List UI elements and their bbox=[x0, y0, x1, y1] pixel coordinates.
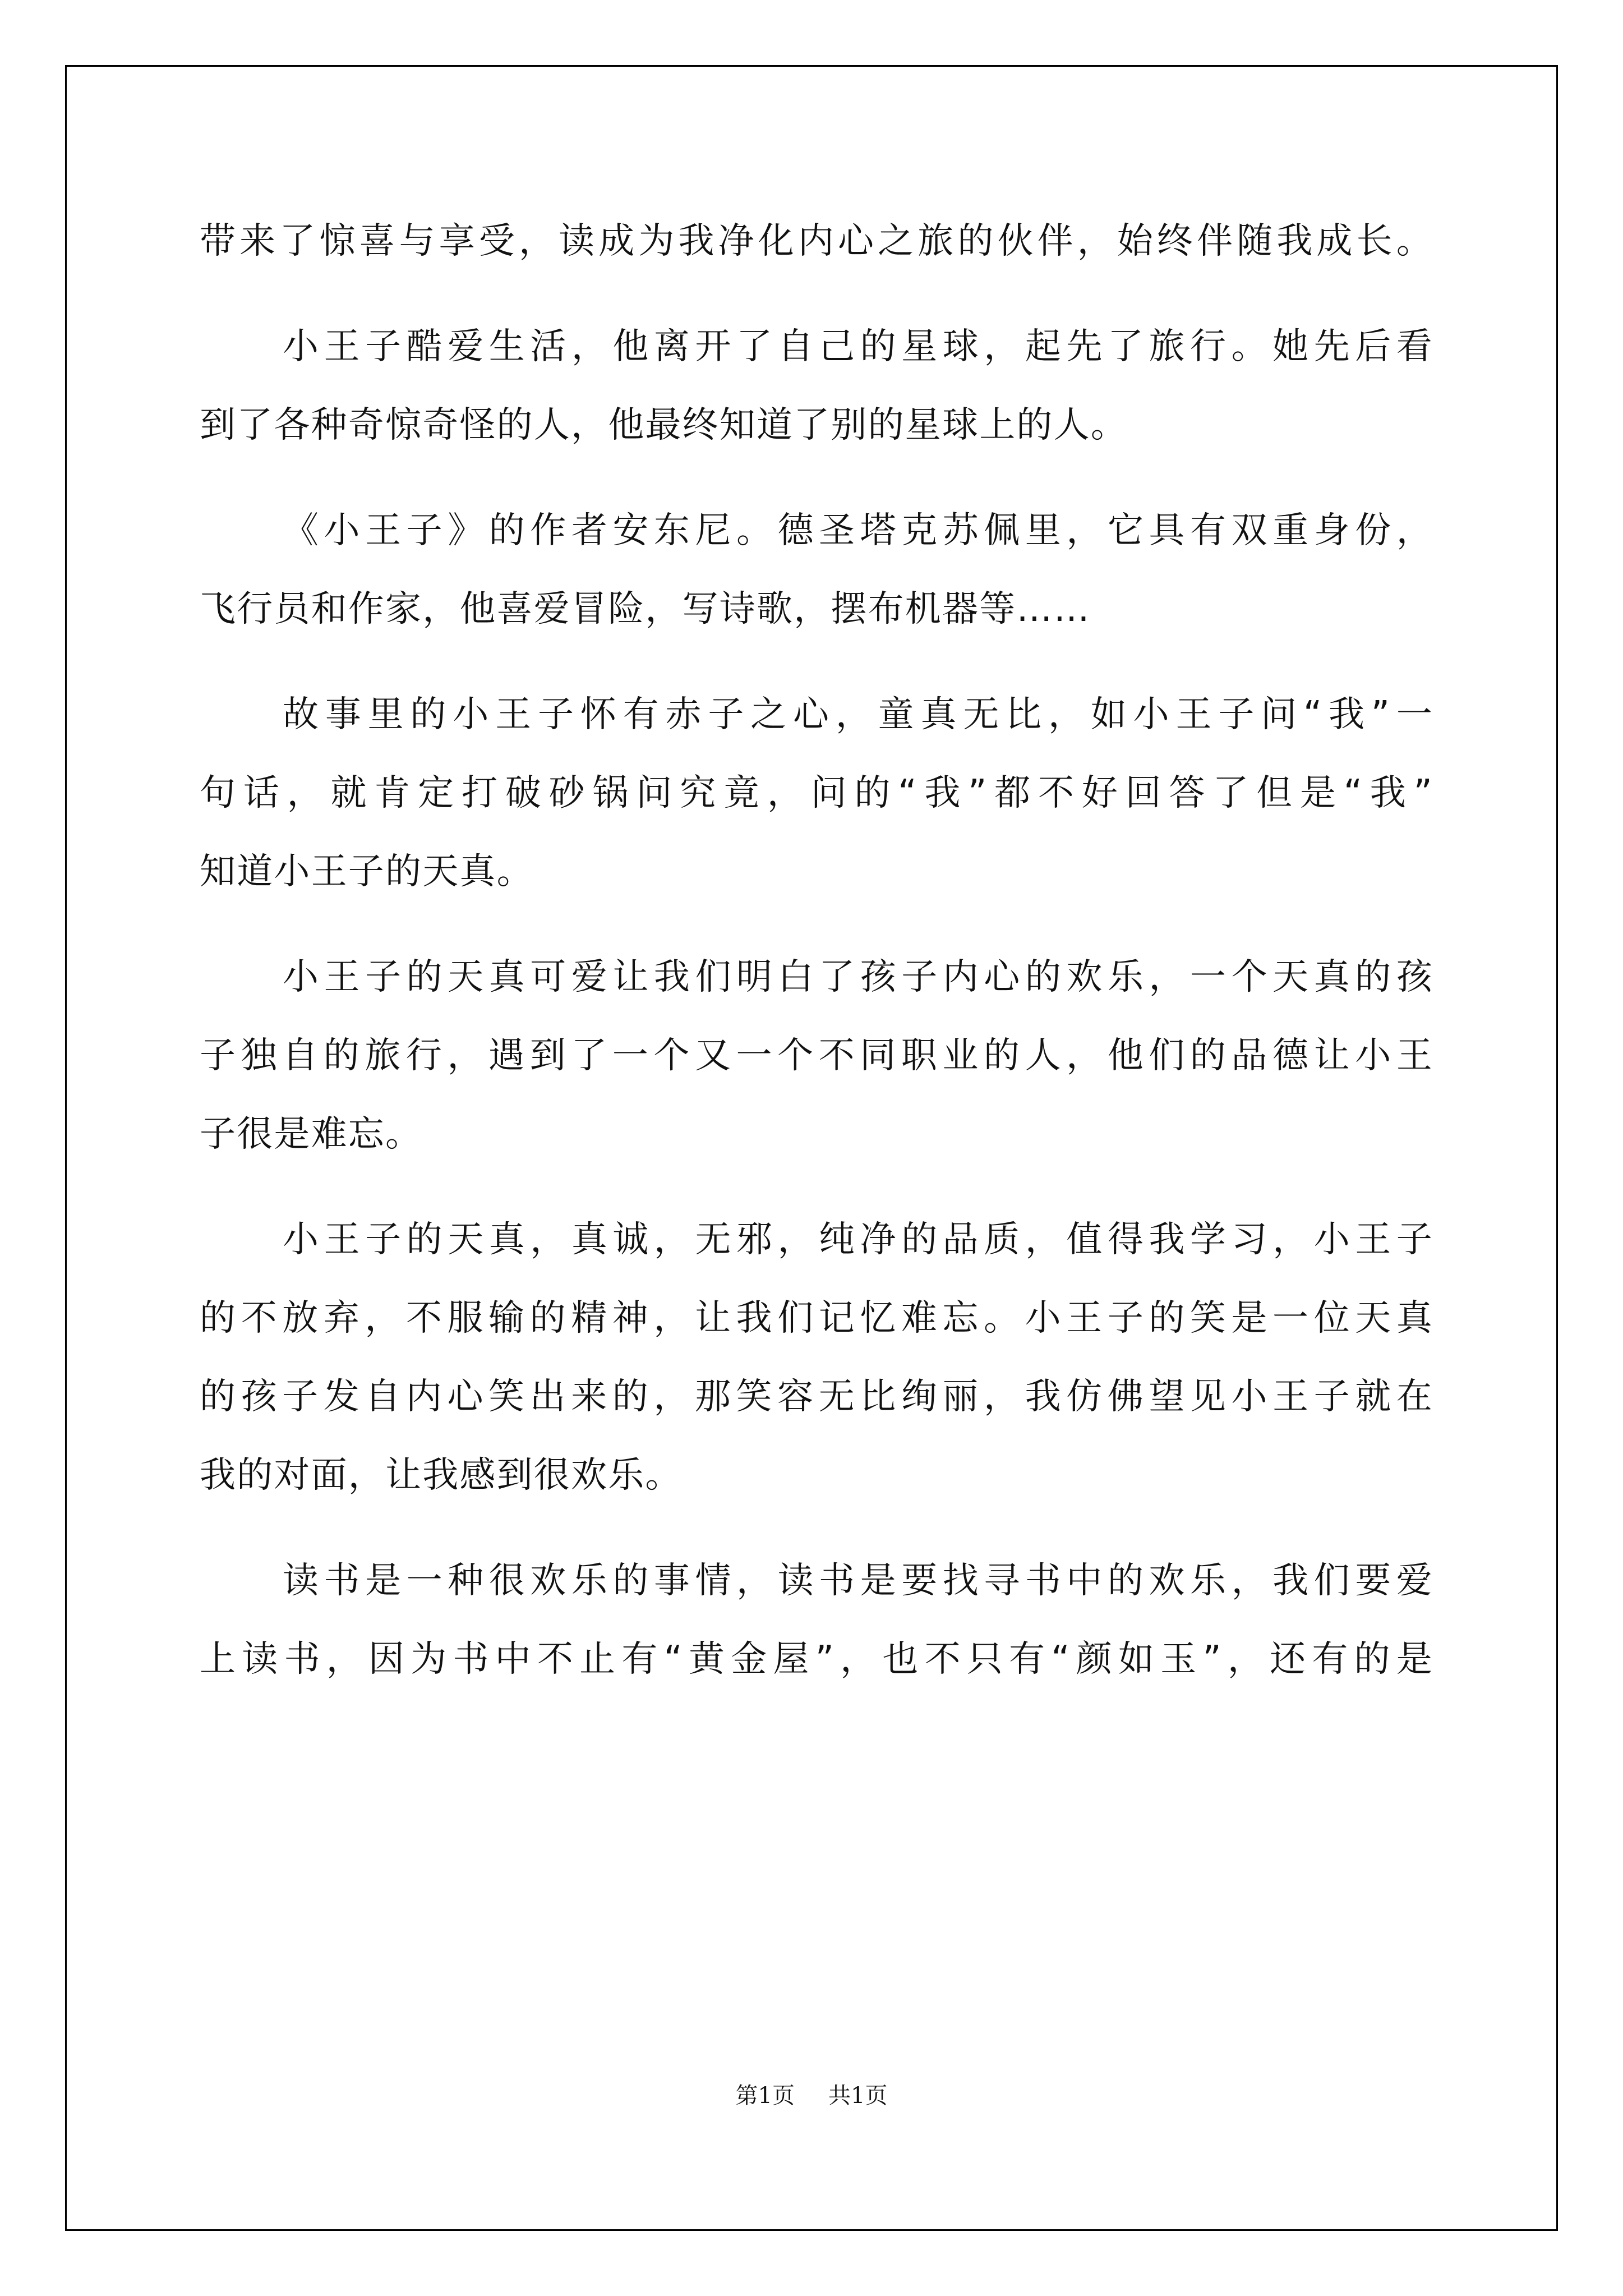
page-footer bbox=[0, 2078, 1623, 2110]
document-body bbox=[200, 202, 1433, 1699]
text-line: 飞行员和作家，他喜爱冒险，写诗歌，摆布机器等…… bbox=[200, 588, 1091, 630]
page-number: 第1页 bbox=[735, 2083, 795, 2109]
text-line: 小王子的天真，真诚，无邪，纯净的品质，值得我学习，小王子 bbox=[283, 1219, 1433, 1260]
page-total: 共1页 bbox=[828, 2083, 888, 2109]
text-line: 我的对面，让我感到很欢乐。 bbox=[200, 1455, 683, 1496]
text-line: 上读书，因为书中不止有“黄金屋”，也不只有“颜如玉”，还有的是 bbox=[200, 1639, 1433, 1680]
text-line: 子独自的旅行，遇到了一个又一个不同职业的人，他们的品德让小王 bbox=[200, 1035, 1433, 1076]
text-line: 的孩子发自内心笑出来的，那笑容无比绚丽，我仿佛望见小王子就在 bbox=[200, 1376, 1433, 1418]
text-line: 带来了惊喜与享受，读成为我净化内心之旅的伙伴，始终伴随我成长。 bbox=[200, 220, 1433, 262]
text-line: 《小王子》的作者安东尼。德圣塔克苏佩里，它具有双重身份， bbox=[283, 510, 1433, 551]
text-line: 知道小王子的天真。 bbox=[200, 851, 534, 892]
text-line: 小王子酷爱生活，他离开了自己的星球，起先了旅行。她先后看 bbox=[283, 326, 1433, 367]
text-line: 句话，就肯定打破砂锅问究竟，问的“我”都不好回答了但是“我” bbox=[200, 772, 1433, 814]
text-line: 小王子的天真可爱让我们明白了孩子内心的欢乐，一个天真的孩 bbox=[283, 956, 1433, 998]
text-line: 子很是难忘。 bbox=[200, 1114, 423, 1155]
text-line: 到了各种奇惊奇怪的人，他最终知道了别的星球上的人。 bbox=[200, 404, 1128, 446]
text-line: 故事里的小王子怀有赤子之心，童真无比，如小王子问“我”一 bbox=[283, 694, 1433, 735]
text-line: 的不放弃，不服输的精神，让我们记忆难忘。小王子的笑是一位天真 bbox=[200, 1297, 1433, 1339]
text-line: 读书是一种很欢乐的事情，读书是要找寻书中的欢乐，我们要爱 bbox=[283, 1560, 1433, 1602]
